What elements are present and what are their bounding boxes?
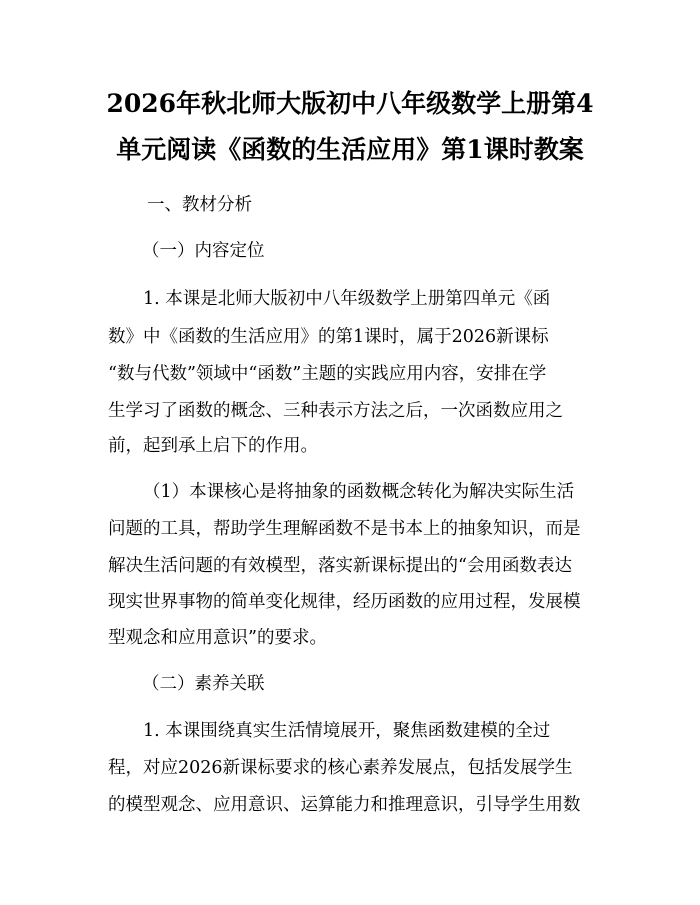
paragraph-3-line-2: 程，对应2026新课标要求的核心素养发展点，包括发展学生 (108, 758, 573, 778)
paragraph-3-line-3: 的模型观念、应用意识、运算能力和推理意识，引导学生用数 (108, 795, 581, 815)
paragraph-2-line-1: （1）本课核心是将抽象的函数概念转化为解决实际生活 (143, 482, 575, 502)
paragraph-1-line-5: 前，起到承上启下的作用。 (108, 436, 318, 456)
paragraph-1-line-2: 数》中《函数的生活应用》的第1课时，属于2026新课标 (108, 327, 549, 347)
paragraph-2-line-5: 型观念和应用意识”的要求。 (108, 628, 327, 648)
paragraph-2-line-3: 解决生活问题的有效模型，落实新课标提出的“会用函数表达 (108, 556, 572, 576)
paragraph-2-line-2: 问题的工具，帮助学生理解函数不是书本上的抽象知识，而是 (108, 519, 581, 539)
document-title-line-2: 单元阅读《函数的生活应用》第1课时教案 (116, 135, 584, 164)
paragraph-1-line-1: 1. 本课是北师大版初中八年级数学上册第四单元《函 (143, 289, 551, 309)
paragraph-2-line-4: 现实世界事物的简单变化规律，经历函数的应用过程，发展模 (108, 592, 581, 612)
paragraph-3-line-1: 1. 本课围绕真实生活情境展开，聚焦函数建模的全过 (143, 721, 551, 741)
section-heading-textbook-analysis: 一、教材分析 (147, 195, 252, 215)
subsection-heading-content-positioning: （一）内容定位 (142, 241, 265, 261)
paragraph-1-line-4: 生学习了函数的概念、三种表示方法之后，一次函数应用之 (108, 401, 563, 421)
document-title-line-1: 2026年秋北师大版初中八年级数学上册第4 (106, 89, 594, 118)
paragraph-1-line-3: “数与代数”领域中“函数”主题的实践应用内容，安排在学 (108, 364, 547, 384)
subsection-heading-literacy-connection: （二）素养关联 (142, 674, 265, 694)
